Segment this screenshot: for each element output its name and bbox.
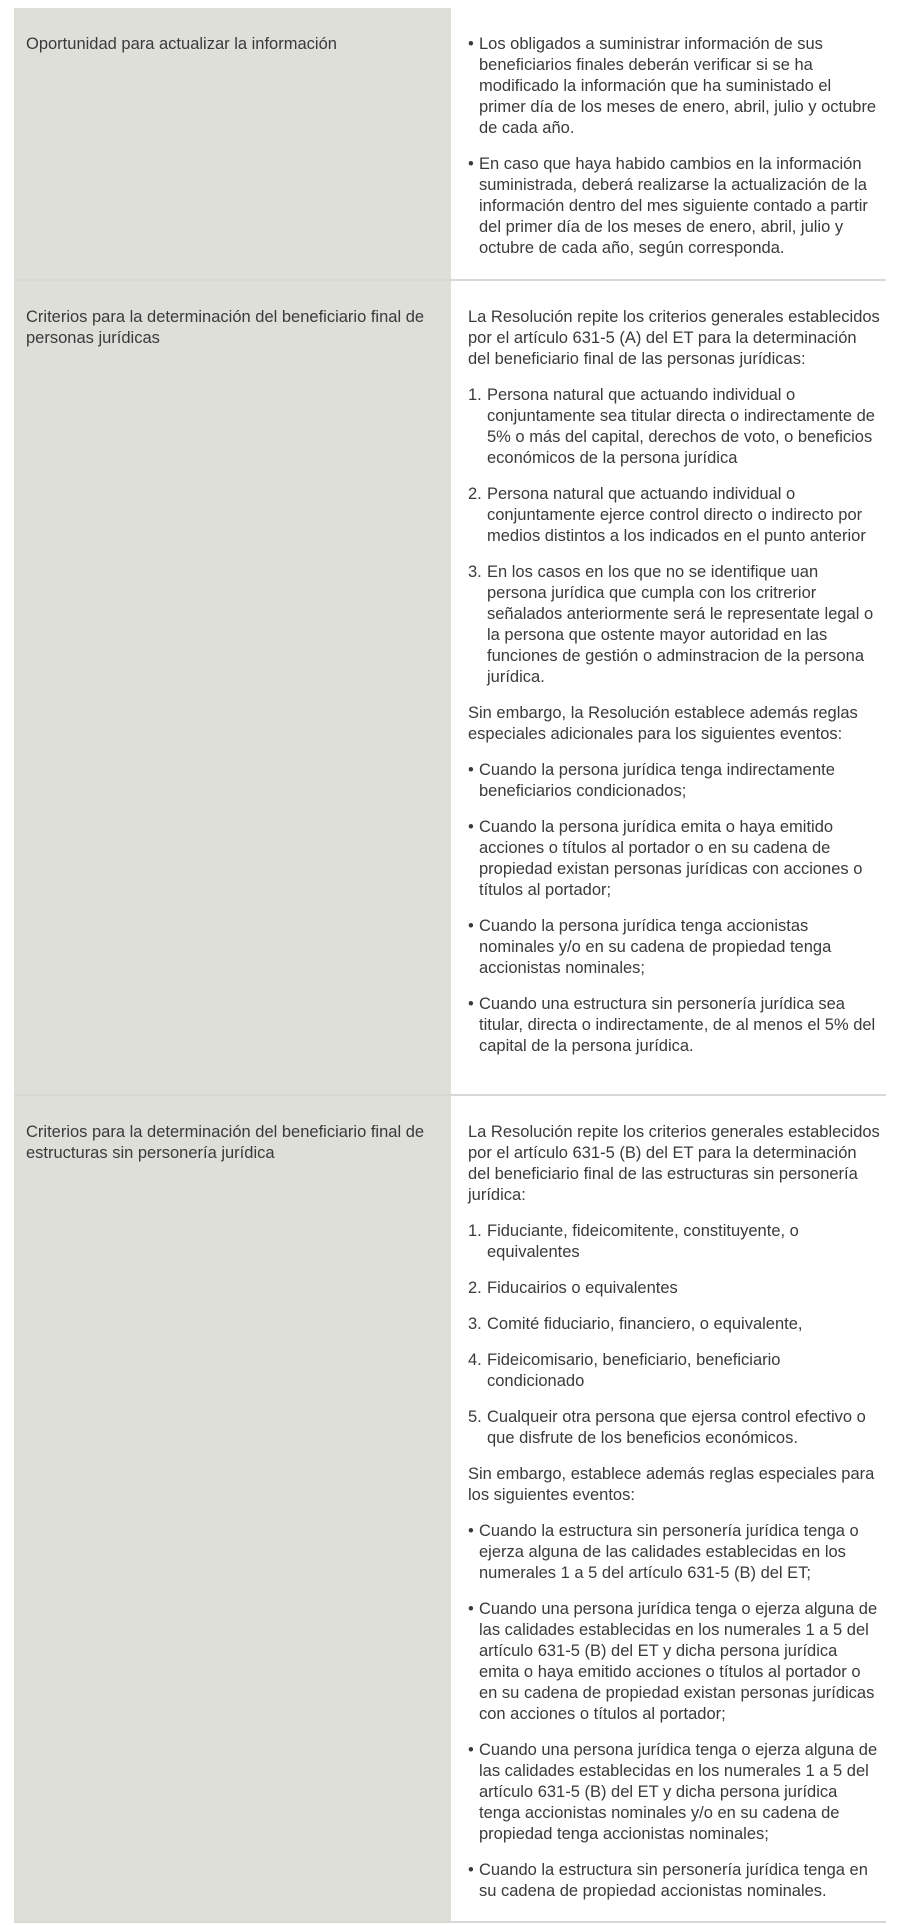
bullet-item: • Cuando la estructura sin personería jurídica tenga o ejerza alguna de las calidades establecidas en los numerales 1 a 5 del artículo 631-5 (B) del ET; (468, 1522, 859, 1582)
bullet-item: • Cuando la persona jurídica tenga indirectamente beneficiarios condicionados; (468, 761, 835, 800)
bullet-marker: • (468, 1600, 474, 1618)
bullet-item: • Cuando una persona jurídica tenga o ejerza alguna de las calidades establecidas en los numerales 1 a 5 del artículo 631-5 (B) del ET y dicha persona jurídica tenga accionistas nominales y/o en su cadena de propiedad tenga accionistas nominales; (468, 1741, 878, 1843)
numbered-item: 3. En los casos en los que no se identifique uan persona jurídica que cumpla con los critrerior señalados anteriormente será le representate legal o la persona que ostente mayor autoridad en las funciones de gestión o adminstracion de la persona jurídica. (468, 563, 874, 686)
number-marker: 1. (468, 1222, 482, 1240)
numbered-item: 4. Fideicomisario, beneficiario, beneficiario condicionado (468, 1351, 781, 1390)
bullet-item: • Cuando una persona jurídica tenga o ejerza alguna de las calidades establecidas en los numerales 1 a 5 del artículo 631-5 (B) del ET y dicha persona jurídica emita o haya emitido acciones o títulos al portador o en su cadena de propiedad existan personas jurídicas con acciones o títulos al portador; (468, 1600, 878, 1723)
number-marker: 3. (468, 563, 482, 581)
bullet-item: • Cuando una estructura sin personería jurídica sea titular, directa o indirectamente, de al menos el 5% del capital de la persona jurídica. (468, 995, 876, 1055)
row-label: Criterios para la determinación del beneficiario final de personas jurídicas (14, 281, 451, 1094)
numbered-item: 1. Persona natural que actuando individual o conjuntamente sea titular directa o indirectamente de 5% o más del capital, derechos de voto, o beneficios económicos de la persona jurídica (468, 386, 875, 467)
bullet-marker: • (468, 1741, 474, 1759)
row-label: Oportunidad para actualizar la información (14, 8, 451, 279)
number-marker: 2. (468, 485, 482, 503)
bullet-marker: • (468, 917, 474, 935)
number-marker: 1. (468, 386, 482, 404)
info-table (14, 8, 886, 1923)
bullet-marker: • (468, 155, 474, 173)
number-marker: 5. (468, 1408, 482, 1426)
row-middle-text: Sin embargo, la Resolución establece además reglas especiales adicionales para los siguientes eventos: (468, 704, 858, 743)
bullet-marker: • (468, 818, 474, 836)
number-marker: 4. (468, 1351, 482, 1369)
numbered-item: 3. Comité fiduciario, financiero, o equivalente, (468, 1315, 803, 1333)
number-marker: 2. (468, 1279, 482, 1297)
row-intro: La Resolución repite los criterios generales establecidos por el artículo 631-5 (A) del ET para la determinación del beneficiario final de las personas jurídicas: (468, 308, 880, 368)
bullet-marker: • (468, 1861, 474, 1879)
numbered-item: 1. Fiduciante, fideicomitente, constituyente, o equivalentes (468, 1222, 799, 1261)
bullet-item: • En caso que haya habido cambios en la información suministrada, deberá realizarse la actualización de la información dentro del mes siguiente contado a partir del primer día de los meses de enero, abril, julio y octubre de cada año, según corresponda. (468, 155, 868, 257)
bullet-item: • Cuando la persona jurídica tenga accionistas nominales y/o en su cadena de propiedad tenga accionistas nominales; (468, 917, 832, 977)
bullet-marker: • (468, 35, 474, 53)
numbered-item: 5. Cualqueir otra persona que ejersa control efectivo o que disfrute de los beneficios económicos. (468, 1408, 866, 1447)
numbered-item: 2. Persona natural que actuando individual o conjuntamente ejerce control directo o indirecto por medios distintos a los indicados en el punto anterior (468, 485, 866, 545)
row-content (451, 8, 886, 279)
bullet-item: • Los obligados a suministrar información de sus beneficiarios finales deberán verificar si se ha modificado la información que ha suministado el primer día de los meses de enero, abril, julio y octubre de cada año. (468, 35, 877, 137)
number-marker: 3. (468, 1315, 482, 1333)
table-row (14, 281, 886, 1096)
row-content (451, 1096, 886, 1921)
numbered-item: 2. Fiducairios o equivalentes (468, 1279, 678, 1297)
row-middle-text: Sin embargo, establece además reglas especiales para los siguientes eventos: (468, 1465, 875, 1504)
bullet-marker: • (468, 1522, 474, 1540)
bullet-item: • Cuando la estructura sin personería jurídica tenga en su cadena de propiedad accionistas nominales. (468, 1861, 868, 1900)
table-row (14, 8, 886, 281)
row-content (451, 281, 886, 1094)
row-label: Criterios para la determinación del beneficiario final de estructuras sin personería jurídica (14, 1096, 451, 1921)
row-intro: La Resolución repite los criterios generales establecidos por el artículo 631-5 (B) del ET para la determinación del beneficiario final de las estructuras sin personería jurídica: (468, 1123, 880, 1204)
bullet-item: • Cuando la persona jurídica emita o haya emitido acciones o títulos al portador o en su cadena de propiedad existan personas jurídicas con acciones o títulos al portador; (468, 818, 863, 899)
table-row (14, 1096, 886, 1923)
bullet-marker: • (468, 761, 474, 779)
bullet-marker: • (468, 995, 474, 1013)
